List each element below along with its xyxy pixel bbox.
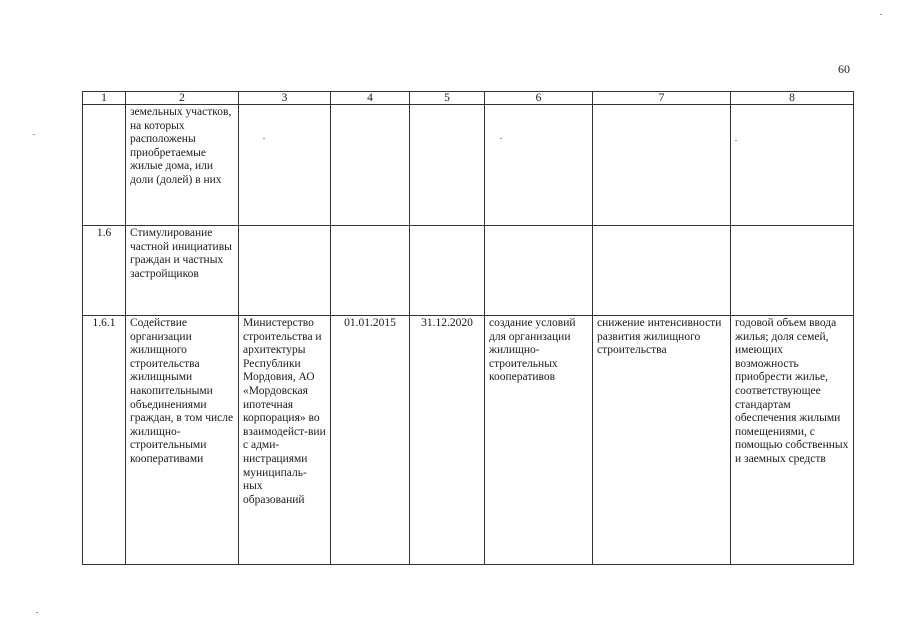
expected-result <box>485 226 593 316</box>
header-cell: 4 <box>331 92 410 105</box>
non-implementation-consequence <box>593 226 731 316</box>
end-date <box>410 226 485 316</box>
expected-result: создание условий для организации жилищно-строительных кооперативов <box>485 316 593 565</box>
start-date: 01.01.2015 <box>331 316 410 565</box>
table-row <box>83 226 854 316</box>
responsible-executor <box>239 105 331 226</box>
scan-speck <box>263 138 265 139</box>
scan-speck <box>33 134 35 135</box>
measure-name: Стимулирование частной инициативы граждан и частных застройщиков <box>126 226 239 316</box>
header-cell: 3 <box>239 92 331 105</box>
scan-speck <box>500 138 502 139</box>
header-cell: 2 <box>126 92 239 105</box>
table-header-row <box>83 92 854 105</box>
header-cell: 5 <box>410 92 485 105</box>
related-indicators <box>731 105 854 226</box>
scan-speck <box>735 140 737 141</box>
start-date <box>331 105 410 226</box>
page-number: 60 <box>838 62 850 76</box>
related-indicators <box>731 226 854 316</box>
measure-name: Содействие организации жилищного строительства жилищными накопительными объединениями граждан, в том числе жилищно-строительными кооперативами <box>126 316 239 565</box>
end-date <box>410 105 485 226</box>
table-row <box>83 105 854 226</box>
item-number <box>83 105 126 226</box>
scan-speck <box>880 14 882 15</box>
non-implementation-consequence <box>593 105 731 226</box>
header-cell: 6 <box>485 92 593 105</box>
non-implementation-consequence: снижение интенсивности развития жилищного строительства <box>593 316 731 565</box>
start-date <box>331 226 410 316</box>
scan-speck <box>36 612 38 613</box>
header-cell: 8 <box>731 92 854 105</box>
header-cell: 1 <box>83 92 126 105</box>
responsible-executor: Министерство строительства и архитектуры Республики Мордовия, АО «Мордовская ипотечная корпорация» во взаимодейст-вии с адми-нистрациями муниципаль-ных образований <box>239 316 331 565</box>
item-number: 1.6 <box>83 226 126 316</box>
responsible-executor <box>239 226 331 316</box>
header-cell: 7 <box>593 92 731 105</box>
program-table <box>82 91 854 565</box>
measure-name: земельных участков, на которых расположены приобретаемые жилые дома, или доли (долей) в них <box>126 105 239 226</box>
item-number: 1.6.1 <box>83 316 126 565</box>
related-indicators: годовой объем ввода жилья; доля семей, имеющих возможность приобрести жилье, соответствующее стандартам обеспечения жилыми помещениями, с помощью собственных и заемных средств <box>731 316 854 565</box>
table-row <box>83 316 854 565</box>
end-date: 31.12.2020 <box>410 316 485 565</box>
expected-result <box>485 105 593 226</box>
